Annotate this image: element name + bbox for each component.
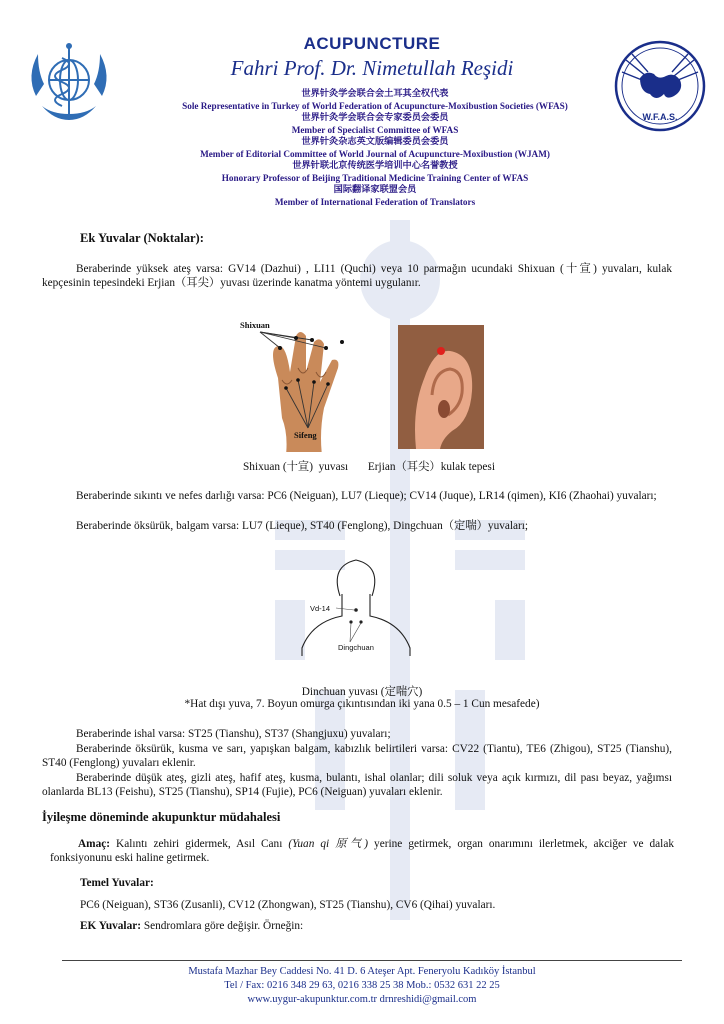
wfas-logo-text: W.F.A.S. — [642, 112, 678, 122]
header-line-chinese: 国际翻译家联盟会员 — [333, 184, 417, 195]
basic-points-text: PC6 (Neiguan), ST36 (Zusanli), CV12 (Zhongwan), ST25 (Tianshu), CV6 (Qihai) yuvaları. — [80, 899, 496, 911]
neck-figure — [300, 552, 412, 657]
aim-text-1: Kalıntı zehiri gidermek, Asıl Canı — [110, 838, 289, 850]
header-line-english: Sole Representative in Turkey of World Federation of Acupuncture-Moxibustion Societies (WFAS) — [182, 101, 568, 111]
aim-text-2: yerine getirmek, organ onarımını ilerletmek, akciğer ve dalak fonksiyonunu eski haline getirmek. — [50, 838, 674, 864]
paragraph-aim — [50, 837, 674, 865]
header-doctor-name: Fahri Prof. Dr. Nimetullah Reşidi — [230, 56, 514, 80]
basic-points-title: Temel Yuvalar: — [80, 877, 154, 889]
header-line-chinese: 世界针灸学会联合会专家委员会委员 — [301, 112, 449, 123]
header-line-english: Member of International Federation of Translators — [274, 197, 476, 207]
paragraph-breath: Beraberinde sıkıntı ve nefes darlığı varsa: PC6 (Neiguan), LU7 (Lieque); CV14 (Juque), LR14 (qimen), KI6 (Zhaohai) yuvaları; — [76, 490, 657, 502]
ear-photo — [398, 325, 484, 449]
paragraph-low-fever: Beraberinde düşük ateş, gizli ateş, hafif ateş, kusma, bulantı, ishal olanlar; dili soluk veya açık kırmızı, dil pası beyaz, yağımsı olanlarda BL13 (Feishu), ST25 (Tianshu), SP14 (Fujie), PC6 (Neiguan) yuvaları eklenir. — [42, 772, 672, 798]
extra-points-label: EK Yuvalar: — [80, 920, 141, 932]
hand-label-sifeng: Sifeng — [294, 430, 317, 440]
hand-label-shixuan: Shixuan — [240, 320, 270, 330]
footer-divider — [62, 960, 682, 961]
footer-phones: Tel / Fax: 0216 348 29 63, 0216 338 25 38 Mob.: 0532 631 22 25 — [224, 980, 500, 991]
paragraph-high-fever: Beraberinde yüksek ateş varsa: GV14 (Dazhui) , LI11 (Quchi) veya 10 parmağın ucundaki Shixuan (十宣) yuvaları, kulak kepçesinin tepesindeki Erjian（耳尖）yuvası üzerinde kanatma yöntemi uygulanır. — [42, 263, 672, 289]
aim-yuan-qi: (Yuan qi 原气) — [288, 838, 369, 850]
heading-extra-points: Ek Yuvalar (Noktalar): — [80, 231, 204, 245]
footer-web-email[interactable]: www.uygur-akupunktur.com.tr drnreshidi@gmail.com — [247, 994, 477, 1005]
header-credentials — [130, 88, 620, 208]
header-line-chinese: 世界针灸杂志英文版编辑委员会委员 — [301, 136, 449, 147]
header-line-english: Honorary Professor of Beijing Traditional Medicine Training Center of WFAS — [221, 173, 529, 183]
paragraph-cough: Beraberinde öksürük, balgam varsa: LU7 (Lieque), ST40 (Fenglong), Dingchuan（定喘）yuvaları; — [76, 520, 529, 532]
header-line-english: Member of Specialist Committee of WFAS — [291, 125, 459, 135]
section-title-recovery: İyileşme döneminde akupunktur müdahalesi — [42, 810, 281, 824]
neck-label-dingchuan: Dingchuan — [338, 643, 374, 652]
extra-points-line — [80, 919, 303, 933]
caption-dingchuan: Dinchuan yuvası (定喘穴) — [301, 686, 423, 698]
header-line-chinese: 世界针灸学会联合会土耳其全权代表 — [301, 88, 449, 99]
footer-address: Mustafa Mazhar Bey Caddesi No. 41 D. 6 Ateşer Apt. Feneryolu Kadıköy İstanbul — [188, 966, 536, 977]
caption-dingchuan-note: *Hat dışı yuva, 7. Boyun omurga çıkıntısından iki yana 0.5 – 1 Cun mesafede) — [184, 698, 540, 710]
hand-figure — [238, 318, 374, 452]
erjian-acupoint — [437, 347, 445, 355]
header-line-chinese: 世界针联北京传统医学培训中心名誉教授 — [292, 160, 458, 171]
extra-points-text: Sendromlara göre değişir. Örneğin: — [141, 920, 304, 932]
caption-shixuan-erjian: Shixuan (十宣) yuvası Erjian（耳尖）kulak tepesi — [243, 461, 495, 473]
paragraph-diarrhea: Beraberinde ishal varsa: ST25 (Tianshu), ST37 (Shangjuxu) yuvaları; — [76, 728, 391, 740]
header-title: ACUPUNCTURE — [303, 34, 441, 53]
paragraph-cough-vomit: Beraberinde öksürük, kusma ve sarı, yapışkan balgam, kabızlık belirtileri varsa: CV22 (Tiantu), TE6 (Zhigou), ST25 (Tianshu), ST40 (Fenglong) yuvaları eklenir. — [42, 743, 672, 769]
header-line-english: Member of Editorial Committee of World Journal of Acupuncture-Moxibustion (WJAM) — [200, 149, 550, 159]
neck-label-vd14: Vd-14 — [310, 604, 331, 613]
aim-label: Amaç: — [78, 838, 110, 850]
